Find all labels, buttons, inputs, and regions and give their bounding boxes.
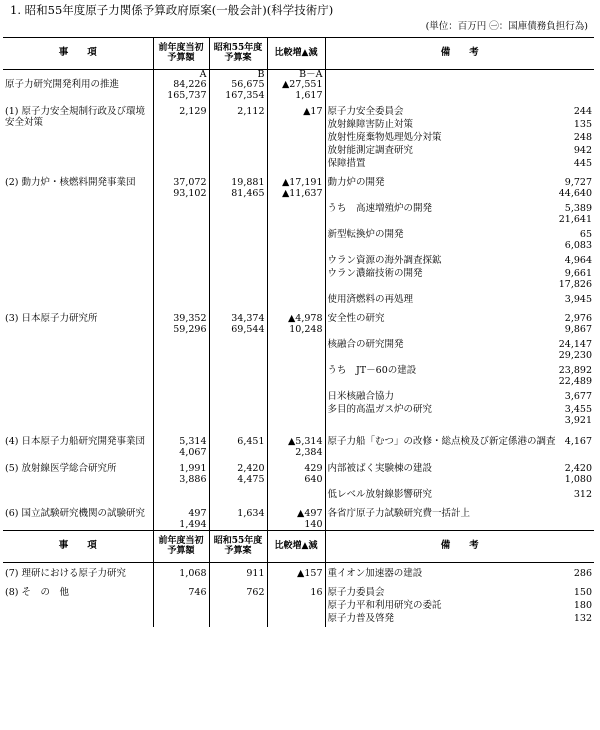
row-remarks xyxy=(325,582,594,627)
row-prev-value: 39,352 xyxy=(173,313,207,325)
budget-table xyxy=(3,37,594,627)
remark-value: 150 xyxy=(573,587,592,599)
total-curr xyxy=(209,80,267,101)
remark-row xyxy=(328,295,593,308)
header-item-2: 事 項 xyxy=(3,531,153,563)
total-prev-value: 84,226 xyxy=(173,79,207,91)
row-prev-value: 5,314 xyxy=(179,436,207,448)
table-body-main xyxy=(3,70,594,531)
remark-value: 2,976 9,867 xyxy=(564,313,592,335)
remark-value: 244 xyxy=(573,106,592,118)
header-prev: 前年度当初予算額 xyxy=(153,38,209,70)
remark-row xyxy=(328,340,593,366)
remark-value: 65 6,083 xyxy=(564,229,592,251)
row-number: (4) xyxy=(5,436,22,448)
row-prev-value: 37,072 xyxy=(173,177,207,189)
remark-row xyxy=(328,314,593,340)
total-diff-value: 1,617 xyxy=(295,89,323,101)
remark-value: 135 xyxy=(573,119,592,131)
total-label: 原子力研究開発利用の推進 xyxy=(3,80,153,101)
row-curr-value: 34,374 xyxy=(231,313,265,325)
row-label-text: 国立試験研究機関の試験研究 xyxy=(21,508,145,520)
row-label-text: 理研における原子力研究 xyxy=(21,568,126,580)
row-diff-value: 140 xyxy=(304,518,323,530)
row-label-text: 放射線医学総合研究所 xyxy=(21,463,117,475)
row-number: (2) xyxy=(5,177,22,189)
remark-row xyxy=(328,269,593,295)
row-remarks xyxy=(325,503,594,530)
total-curr-value: 56,675 xyxy=(231,79,265,91)
row-prev xyxy=(153,503,209,530)
header-prev-2: 前年度当初予算額 xyxy=(153,531,209,563)
row-prev xyxy=(153,563,209,583)
row-diff-value: ▲17,191 xyxy=(281,177,323,189)
row-curr-value: 2,420 xyxy=(237,463,265,475)
row-prev-value: 497 xyxy=(188,508,207,520)
remark-text: 核融合の研究開発 xyxy=(327,339,404,351)
table-row xyxy=(3,458,594,503)
row-diff-value: 10,248 xyxy=(289,323,323,335)
header-remarks: 備 考 xyxy=(325,38,594,70)
row-curr-value: 6,451 xyxy=(237,436,265,448)
remark-text: 原子力普及啓発 xyxy=(327,613,395,625)
table-row xyxy=(3,582,594,627)
row-number: (6) xyxy=(5,508,22,520)
row-prev-value: 4,067 xyxy=(179,446,207,458)
row-prev xyxy=(153,431,209,458)
remark-value: 3,945 xyxy=(564,294,592,306)
row-curr xyxy=(209,563,267,583)
remark-value: 248 xyxy=(573,132,592,144)
remark-text: 低レベル放射線影響研究 xyxy=(327,489,433,501)
header-item: 事 項 xyxy=(3,38,153,70)
row-diff xyxy=(267,172,325,308)
remark-text: 原子力安全委員会 xyxy=(327,106,404,118)
remark-row xyxy=(328,204,593,230)
remark-text: 多目的高温ガス炉の研究 xyxy=(327,404,433,416)
remark-value: 3,677 xyxy=(564,391,592,403)
row-diff xyxy=(267,458,325,503)
row-diff xyxy=(267,563,325,583)
header-diff: 比較増▲減 xyxy=(267,38,325,70)
row-diff-value: ▲497 xyxy=(297,508,323,520)
row-prev-value: 1,068 xyxy=(179,568,207,580)
remark-text: 原子力委員会 xyxy=(327,587,385,599)
remark-text: 放射能測定調査研究 xyxy=(327,145,414,157)
row-label-text: 日本原子力研究所 xyxy=(21,313,98,325)
row-prev xyxy=(153,101,209,172)
remark-text: 使用済燃料の再処理 xyxy=(327,294,414,306)
row-diff-value: 429 xyxy=(304,463,323,475)
row-prev-value: 1,494 xyxy=(179,518,207,530)
row-curr-value: 762 xyxy=(246,587,265,599)
remark-text: 原子力平和利用研究の委託 xyxy=(327,600,442,612)
row-number: (1) xyxy=(5,106,22,118)
remark-value: 286 xyxy=(573,568,592,580)
letter-remarks-blank xyxy=(325,70,594,81)
row-remarks xyxy=(325,431,594,458)
remark-text: 動力炉の開発 xyxy=(327,177,385,189)
table-row xyxy=(3,431,594,458)
row-diff-value: 16 xyxy=(310,587,323,599)
remark-text: 内部被ばく実験棟の建設 xyxy=(327,463,433,475)
total-prev xyxy=(153,80,209,101)
row-number: (7) xyxy=(5,568,22,580)
row-curr xyxy=(209,503,267,530)
row-label xyxy=(3,172,153,308)
row-prev-value: 746 xyxy=(188,587,207,599)
row-remarks xyxy=(325,101,594,172)
row-curr xyxy=(209,172,267,308)
row-diff-value: 2,384 xyxy=(295,446,323,458)
row-remarks xyxy=(325,172,594,308)
row-curr xyxy=(209,582,267,627)
row-prev xyxy=(153,582,209,627)
letter-a: A xyxy=(153,70,209,81)
remark-text: うち 高速増殖炉の開発 xyxy=(327,203,433,215)
row-remarks xyxy=(325,308,594,431)
remark-row xyxy=(328,178,593,204)
row-curr-value: 911 xyxy=(246,568,265,580)
row-curr-value: 2,112 xyxy=(237,106,265,118)
row-label xyxy=(3,582,153,627)
remark-value: 445 xyxy=(573,158,592,170)
remark-row xyxy=(328,464,593,490)
row-label-text: 日本原子力船研究開発事業団 xyxy=(21,436,145,448)
remark-text: うち JT－60の建設 xyxy=(327,365,417,377)
header-curr-2: 昭和55年度予算案 xyxy=(209,531,267,563)
row-label xyxy=(3,503,153,530)
row-curr xyxy=(209,101,267,172)
remark-value: 9,727 44,640 xyxy=(558,177,592,199)
header-row xyxy=(3,38,594,70)
total-curr-value: 167,354 xyxy=(225,89,265,101)
row-prev-value: 93,102 xyxy=(173,187,207,199)
remark-value: 5,389 21,641 xyxy=(558,203,592,225)
row-number: (3) xyxy=(5,313,22,325)
header-curr: 昭和55年度予算案 xyxy=(209,38,267,70)
total-prev-value: 165,737 xyxy=(167,89,207,101)
table-row xyxy=(3,308,594,431)
row-remarks xyxy=(325,563,594,583)
remark-text: 原子力船「むつ」の改修・総点検及び新定係港の調査 xyxy=(327,436,556,448)
total-remarks xyxy=(325,80,594,101)
row-curr xyxy=(209,458,267,503)
letter-b: B xyxy=(209,70,267,81)
remark-value: 2,420 1,080 xyxy=(564,463,592,485)
unit-note: (単位：百万円 ㊀：国庫債務負担行為) xyxy=(425,21,588,32)
table-row xyxy=(3,503,594,530)
remark-text: 放射線障害防止対策 xyxy=(327,119,414,131)
letter-ba: B－A xyxy=(267,70,325,81)
row-diff-value: ▲17 xyxy=(303,106,323,118)
row-curr-value: 69,544 xyxy=(231,323,265,335)
remark-row xyxy=(328,366,593,392)
remark-value: 4,964 xyxy=(564,255,592,267)
row-label-text: そ の 他 xyxy=(21,587,69,599)
row-number: (8) xyxy=(5,587,22,599)
remark-row xyxy=(328,437,593,450)
remark-text: 安全性の研究 xyxy=(327,313,385,325)
row-prev-value: 59,296 xyxy=(173,323,207,335)
remark-row xyxy=(328,405,593,431)
header-row-2 xyxy=(3,531,594,563)
remark-text: 新型転換炉の開発 xyxy=(327,229,404,241)
table-row xyxy=(3,172,594,308)
document-title: 1. 昭和55年度原子力関係予算政府原案(一般会計)(科学技術庁) xyxy=(10,3,334,17)
remark-value: 132 xyxy=(573,613,592,625)
row-curr xyxy=(209,308,267,431)
remark-value: 23,892 22,489 xyxy=(558,365,592,387)
remark-value: 312 xyxy=(573,489,592,501)
table-row xyxy=(3,563,594,583)
row-remarks xyxy=(325,458,594,503)
remark-row xyxy=(328,146,593,159)
header-diff-2: 比較増▲減 xyxy=(267,531,325,563)
remark-text: 保障措置 xyxy=(327,158,366,170)
row-diff-value: 640 xyxy=(304,473,323,485)
table-row xyxy=(3,101,594,172)
remark-row xyxy=(328,159,593,172)
row-diff xyxy=(267,308,325,431)
row-curr-value: 81,465 xyxy=(231,187,265,199)
row-label xyxy=(3,458,153,503)
row-label xyxy=(3,431,153,458)
row-prev-value: 3,886 xyxy=(179,473,207,485)
remark-text: ウラン資源の海外調査探鉱 xyxy=(327,255,442,267)
table-body-extra xyxy=(3,563,594,628)
row-diff xyxy=(267,101,325,172)
row-curr xyxy=(209,431,267,458)
remark-value: 4,167 xyxy=(564,436,592,448)
row-diff xyxy=(267,431,325,458)
row-label xyxy=(3,308,153,431)
total-row xyxy=(3,80,594,101)
remark-text: ウラン濃縮技術の開発 xyxy=(327,268,423,280)
row-label-text: 原子力安全規制行政及び環境安全対策 xyxy=(5,106,145,128)
row-diff xyxy=(267,582,325,627)
remark-value: 3,455 3,921 xyxy=(564,404,592,426)
row-diff xyxy=(267,503,325,530)
row-curr-value: 19,881 xyxy=(231,177,265,189)
remark-row xyxy=(328,614,593,627)
row-diff-value: ▲157 xyxy=(297,568,323,580)
remark-text: 日米核融合協力 xyxy=(327,391,395,403)
row-diff-value: ▲5,314 xyxy=(287,436,323,448)
remark-value: 24,147 29,230 xyxy=(558,339,592,361)
header-remarks-2: 備 考 xyxy=(325,531,594,563)
row-curr-value: 1,634 xyxy=(237,508,265,520)
total-diff-value: ▲27,551 xyxy=(281,79,323,91)
row-label xyxy=(3,563,153,583)
remark-row xyxy=(328,230,593,256)
remark-value: 9,661 17,826 xyxy=(558,268,592,290)
remark-text: 重イオン加速器の建設 xyxy=(327,568,423,580)
remark-row xyxy=(328,509,593,522)
row-prev-value: 1,991 xyxy=(179,463,207,475)
total-diff xyxy=(267,80,325,101)
row-curr-value: 4,475 xyxy=(237,473,265,485)
row-prev xyxy=(153,308,209,431)
remark-row xyxy=(328,569,593,582)
row-number: (5) xyxy=(5,463,22,475)
remark-text: 各省庁原子力試験研究費一括計上 xyxy=(327,508,471,520)
remark-value: 942 xyxy=(573,145,592,157)
row-diff-value: ▲11,637 xyxy=(281,187,323,199)
row-label-text: 動力炉・核燃料開発事業団 xyxy=(21,177,136,189)
row-prev xyxy=(153,458,209,503)
remark-row xyxy=(328,490,593,503)
row-label xyxy=(3,101,153,172)
row-prev xyxy=(153,172,209,308)
row-prev-value: 2,129 xyxy=(179,106,207,118)
remark-text: 放射性廃棄物処理処分対策 xyxy=(327,132,442,144)
row-diff-value: ▲4,978 xyxy=(287,313,323,325)
remark-value: 180 xyxy=(573,600,592,612)
